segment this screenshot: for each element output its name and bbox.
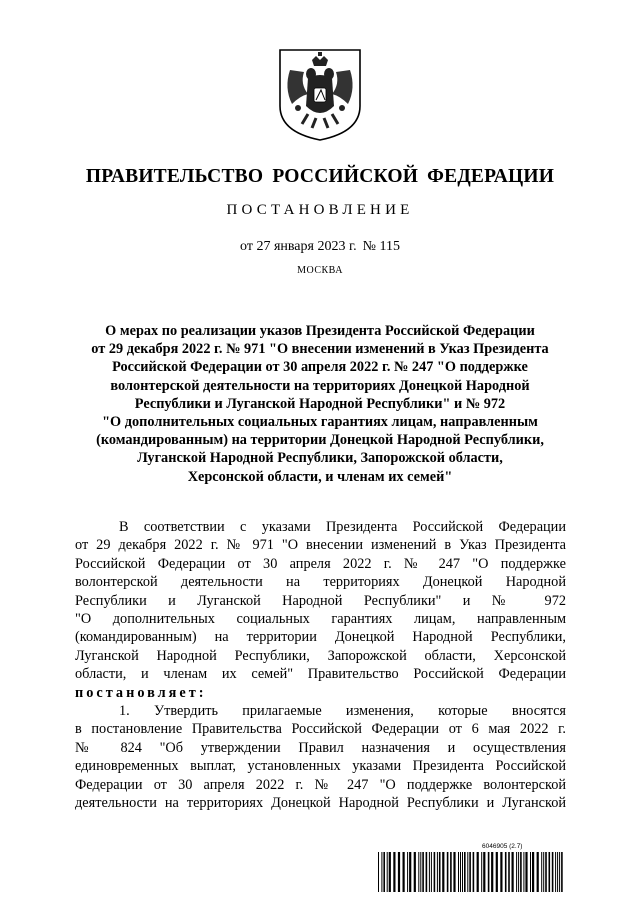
body-line: единовременных выплат, установленных указами Президента Российской: [75, 758, 566, 775]
body-line: "О дополнительных социальных гарантиях лицам, направленным: [75, 611, 566, 628]
title-line: Херсонской области, и членам их семей": [187, 468, 453, 485]
title-line: (командированным) на территории Донецкой Народной Республики,: [96, 432, 544, 449]
body-line: В соответствии с указами Президента Российской Федерации: [119, 519, 566, 535]
body-line: от 29 декабря 2022 г. № 971 "О внесении изменений в Указ Президента: [75, 537, 566, 554]
body-line: 1. Утвердить прилагаемые изменения, которые вносятся: [119, 703, 566, 720]
title-line: Республики и Луганской Народной Республики" и № 972: [134, 395, 506, 412]
body-line: Федерации от 30 апреля 2022 г. № 247 "О поддержке волонтерской: [75, 776, 566, 793]
government-name: ПРАВИТЕЛЬСТВО РОССИЙСКОЙ ФЕДЕРАЦИИ: [85, 166, 555, 187]
document-date-line: [0, 239, 640, 255]
title-line: Луганской Народной Республики, Запорожской области,: [137, 450, 503, 467]
body-line: области, и членам их семей" Правительство Российской Федерации: [75, 666, 566, 683]
document-number: № 115: [362, 239, 400, 254]
title-line: Российской Федерации от 30 апреля 2022 г. № 247 "О поддержке: [112, 359, 528, 376]
title-line: волонтерской деятельности на территориях Донецкой Народной: [110, 377, 530, 394]
body-line: деятельности на территориях Донецкой Народной Республики и Луганской: [75, 795, 566, 812]
body-line: № 824 "Об утверждении Правил назначения и осуществления: [75, 739, 566, 756]
body-line: волонтерской деятельности на территориях Донецкой Народной: [75, 574, 566, 591]
body-line: Луганской Народной Республики, Запорожской области, Херсонской: [75, 647, 566, 664]
body-line: Республики и Луганской Народной Республики" и № 972: [75, 592, 566, 609]
document-body: [75, 518, 566, 813]
coat-of-arms-icon: [278, 48, 362, 142]
document-type: ПОСТАНОВЛЕНИЕ: [226, 202, 414, 218]
city: МОСКВА: [297, 265, 343, 276]
document-date: от 27 января 2023 г.: [240, 239, 357, 254]
title-line: от 29 декабря 2022 г. № 971 "О внесении изменений в Указ Президента: [91, 341, 549, 358]
document-title: [60, 322, 580, 486]
barcode-number: 6046905 (2.7): [482, 843, 523, 850]
body-line: Российской Федерации от 30 апреля 2022 г. № 247 "О поддержке: [75, 555, 566, 572]
body-line: в постановление Правительства Российской Федерации от 6 мая 2022 г.: [75, 721, 566, 738]
body-line-resolves: [75, 684, 566, 702]
title-line: О мерах по реализации указов Президента Российской Федерации: [105, 323, 535, 339]
title-line: "О дополнительных социальных гарантиях лицам, направленным: [102, 414, 538, 431]
barcode-image: [378, 852, 564, 892]
body-line: (командированным) на территории Донецкой Народной Республики,: [75, 629, 566, 646]
resolves-word: постановляет:: [75, 684, 207, 701]
